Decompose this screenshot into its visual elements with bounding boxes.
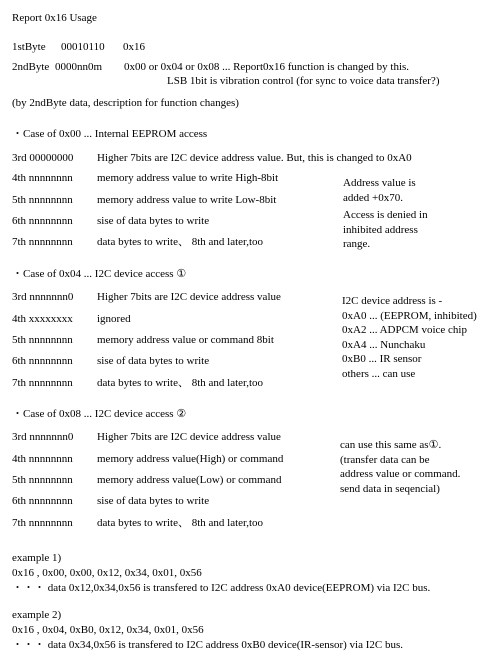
case1-note-line: inhibited address [343,223,418,236]
case3-row-desc: memory address value(Low) or command [97,474,282,486]
intro-note: (by 2ndByte data, description for function changes) [12,97,239,109]
case1-row-label: 6th nnnnnnnn [12,215,73,227]
case1-row-label: 5th nnnnnnnn [12,194,73,206]
byte2-bits: 0000nn0m [55,61,103,73]
case3-row-desc: Higher 7bits are I2C device address value [97,431,281,443]
case1-heading: ・Case of 0x00 ... Internal EEPROM access [12,128,208,140]
case3-row-desc: memory address value(High) or command [97,453,284,465]
case2-row-desc: data bytes to write、 8th and later,too [97,377,264,389]
case3-row-label: 3rd nnnnnnn0 [12,431,74,443]
case1-row-label: 7th nnnnnnnn [12,236,73,248]
byte1-bits: 00010110 [61,41,105,53]
case2-heading: ・Case of 0x04 ... I2C device access ① [12,268,187,280]
case3-row-desc: sise of data bytes to write [97,495,210,507]
example2-desc: ・・・ data 0x34,0x56 is transfered to I2C address 0xB0 device(IR-sensor) via I2C bus. [12,639,404,651]
example1-desc: ・・・ data 0x12,0x34,0x56 is transfered to I2C address 0xA0 device(EEPROM) via I2C bus. [12,582,431,594]
case2-note-line: I2C device address is - [342,295,443,307]
case2-row-desc: Higher 7bits are I2C device address value [97,291,281,303]
case2-row-label: 5th nnnnnnnn [12,334,73,346]
byte1-label: 1stByte [12,41,46,53]
case1-row-label: 3rd 00000000 [12,152,74,164]
case3-note-line: can use this same as①. [340,439,442,451]
byte2-desc-line1: 0x00 or 0x04 or 0x08 ... Report0x16 function is changed by this. [124,61,410,73]
case2-row-label: 6th nnnnnnnn [12,355,73,367]
case2-note-line: 0xA0 ... (EEPROM, inhibited) [342,309,477,322]
case3-note-line: address value or command. [340,468,461,480]
case3-row-label: 7th nnnnnnnn [12,517,73,529]
case2-note-line: 0xA2 ... ADPCM voice chip [342,324,467,336]
case3-row-label: 4th nnnnnnnn [12,453,73,465]
case1-note-line: range. [343,238,371,250]
case3-note-line: send data in seqencial) [340,482,440,495]
case3-heading: ・Case of 0x08 ... I2C device access ② [12,408,187,420]
case2-row-desc: ignored [97,313,131,325]
case3-note [340,438,460,496]
example2-title: example 2) [12,609,62,621]
case2-note-line: others ... can use [342,367,416,380]
case1-note-line: Address value is [343,177,416,189]
case2-row-label: 3rd nnnnnnn0 [12,291,74,303]
page-title: Report 0x16 Usage [12,12,97,24]
byte1-value: 0x16 [123,41,145,53]
case2-note-line: 0xA4 ... Nunchaku [342,338,426,351]
case1-row-desc: memory address value to write Low-8bit [97,194,277,206]
case3-row-label: 6th nnnnnnnn [12,495,73,507]
case1-row-desc: data bytes to write、 8th and later,too [97,236,264,248]
case1-row-desc: memory address value to write High-8bit [97,172,279,184]
case1-row-desc: sise of data bytes to write [97,215,210,227]
example2-bytes: 0x16 , 0x04, 0xB0, 0x12, 0x34, 0x01, 0x56 [12,624,204,636]
case3-row-label: 5th nnnnnnnn [12,474,73,486]
case1-note [343,176,428,252]
case2-row-desc: memory address value or command 8bit [97,334,274,346]
case2-row-label: 7th nnnnnnnn [12,377,73,389]
case3-row-desc: data bytes to write、 8th and later,too [97,517,264,529]
case1-note-line: added +0x70. [343,191,403,204]
example1-bytes: 0x16 , 0x00, 0x00, 0x12, 0x34, 0x01, 0x56 [12,567,202,579]
case2-note [342,294,477,381]
byte2-label: 2ndByte [12,61,50,73]
case1-note-line: Access is denied in [343,209,428,221]
case2-note-line: 0xB0 ... IR sensor [342,353,422,365]
case2-row-label: 4th xxxxxxxx [12,313,73,325]
case1-row-desc: Higher 7bits are I2C device address value. But, this is changed to 0xA0 [97,152,412,164]
byte2-desc-line2: LSB 1bit is vibration control (for sync to voice data transfer?) [167,75,440,87]
case2-row-desc: sise of data bytes to write [97,355,210,367]
case3-note-line: (transfer data can be [340,453,430,466]
example1-title: example 1) [12,552,62,564]
case1-row-label: 4th nnnnnnnn [12,172,73,184]
